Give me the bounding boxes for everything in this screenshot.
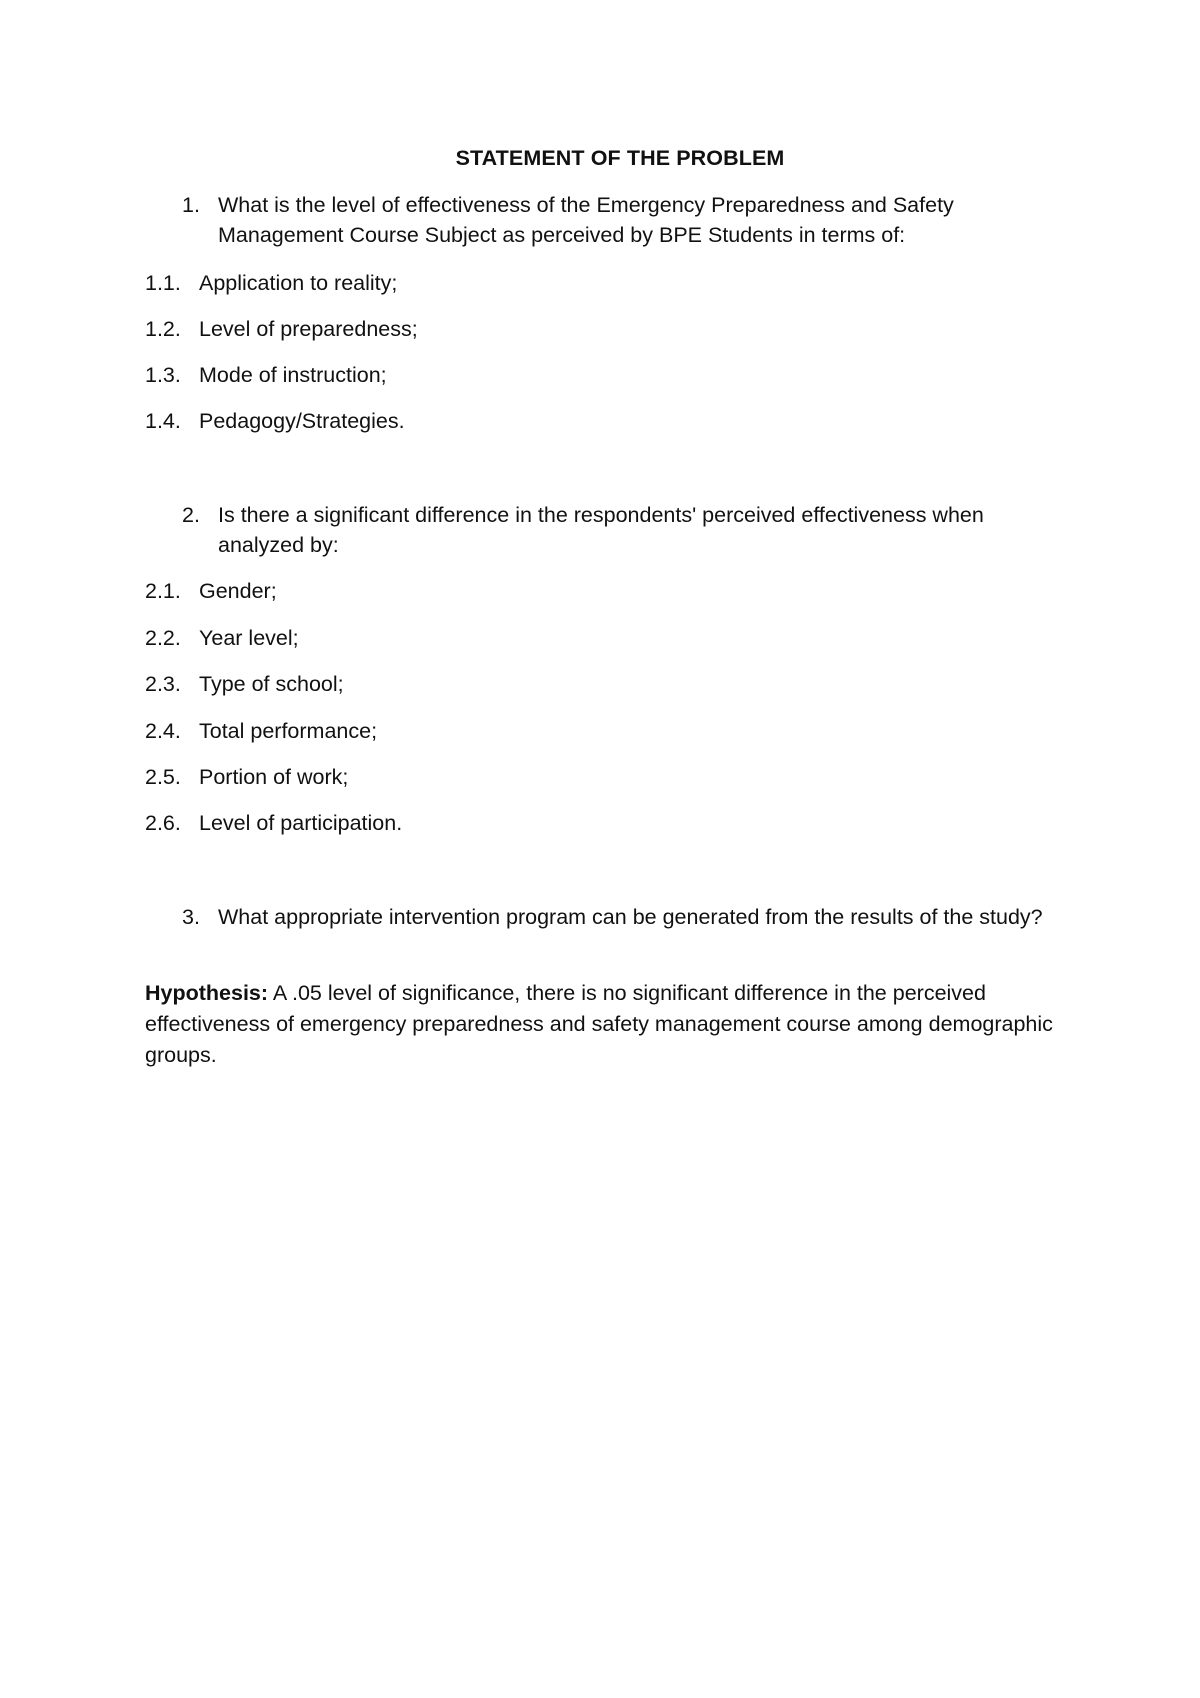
list-item-text: Application to reality;	[199, 271, 398, 295]
hypothesis-label: Hypothesis:	[145, 981, 269, 1005]
list-item-number: 1.3.	[145, 363, 181, 387]
list-item-text: Pedagogy/Strategies.	[199, 409, 405, 433]
hypothesis-text: A .05 level of significance, there is no significant difference in the perceived effectiveness of emergency preparedness and safety management course among demographic groups.	[145, 981, 1053, 1067]
list-item	[145, 672, 344, 697]
list-item-number: 2.4.	[145, 719, 181, 743]
list-item-text: Total performance;	[199, 719, 378, 743]
list-item-number: 2.2.	[145, 626, 181, 650]
question-3	[182, 902, 1062, 932]
list-item	[145, 317, 418, 342]
list-item	[145, 409, 405, 434]
list-item	[145, 626, 299, 651]
question-2	[182, 500, 1062, 560]
list-item	[145, 765, 348, 790]
list-item-number: 1.2.	[145, 317, 181, 341]
list-item	[145, 363, 387, 388]
question-1	[182, 190, 1062, 250]
list-item-text: Year level;	[199, 626, 299, 650]
hypothesis-paragraph	[145, 978, 1065, 1071]
list-item-text: Level of preparedness;	[199, 317, 418, 341]
list-item	[145, 719, 377, 744]
list-item-text: Mode of instruction;	[199, 363, 387, 387]
list-item-number: 2.5.	[145, 765, 181, 789]
list-item-number: 2.3.	[145, 672, 181, 696]
question-number: 3.	[182, 905, 200, 929]
question-number: 2.	[182, 503, 200, 527]
list-item	[145, 271, 397, 296]
list-item-text: Level of participation.	[199, 811, 403, 835]
question-number: 1.	[182, 193, 200, 217]
question-text: What is the level of effectiveness of the Emergency Preparedness and Safety Management Course Subject as perceived by BPE Students in terms of:	[218, 193, 954, 247]
list-item-number: 1.4.	[145, 409, 181, 433]
list-item-number: 1.1.	[145, 271, 181, 295]
list-item-text: Gender;	[199, 579, 277, 603]
question-text: What appropriate intervention program can be generated from the results of the study?	[218, 905, 1043, 929]
list-item	[145, 811, 402, 836]
list-item-text: Type of school;	[199, 672, 344, 696]
page-title: STATEMENT OF THE PROBLEM	[455, 146, 785, 170]
list-item-number: 2.1.	[145, 579, 181, 603]
question-text: Is there a significant difference in the respondents' perceived effectiveness when analyzed by:	[218, 503, 984, 557]
list-item	[145, 579, 277, 604]
list-item-text: Portion of work;	[199, 765, 349, 789]
list-item-number: 2.6.	[145, 811, 181, 835]
